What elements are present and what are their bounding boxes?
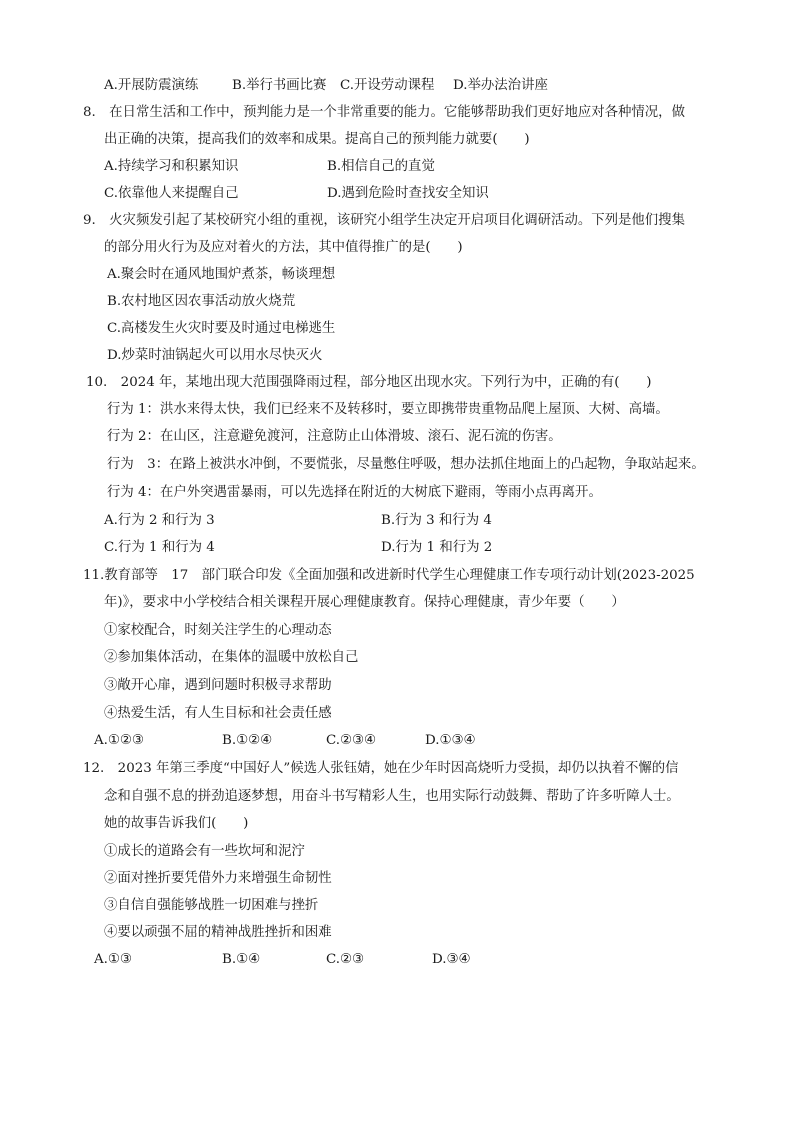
q8-stem-line-1: 8. 在日常生活和工作中，预判能力是一个非常重要的能力。它能够帮助我们更好地应对各种情况，做 (83, 105, 685, 120)
q8-option-a: A.持续学习和积累知识 (104, 159, 239, 174)
q9-option-a: A.聚会时在通风地围炉煮茶，畅谈理想 (107, 267, 336, 282)
q11-stem-line-2: 年)》，要求中小学校结合相关课程开展心理健康教育。保持心理健康，青少年要（ ） (104, 595, 625, 610)
q10-stem: 10. 2024 年，某地出现大范围强降雨过程，部分地区出现水灾。下列行为中，正确的有( ) (86, 375, 652, 390)
q10-option-a: A.行为 2 和行为 3 (104, 513, 215, 528)
q12-item-2: ②面对挫折要凭借外力来增强生命韧性 (104, 871, 332, 886)
q12-option-d: D.③④ (432, 952, 471, 967)
q11-item-3: ③敞开心扉，遇到问题时积极寻求帮助 (104, 678, 332, 693)
q12-stem-line-1: 12. 2023 年第三季度“中国好人”候选人张钰婧，她在少年时因高烧听力受损，却仍以执着不懈的信 (83, 761, 679, 776)
q12-option-c: C.②③ (326, 952, 365, 967)
q12-option-a: A.①③ (94, 952, 132, 967)
q9-option-c: C.高楼发生火灾时要及时通过电梯逃生 (107, 321, 336, 336)
q9-stem-line-2: 的部分用火行为及应对着火的方法，其中值得推广的是( ) (104, 240, 463, 255)
q9-option-d: D.炒菜时油锅起火可以用水尽快灭火 (107, 348, 323, 363)
q8-option-b: B.相信自己的直觉 (327, 159, 435, 174)
q8-option-d: D.遇到危险时查找安全知识 (327, 186, 489, 201)
q12-item-3: ③自信自强能够战胜一切困难与挫折 (104, 898, 319, 913)
q9-option-b: B.农村地区因农事活动放火烧荒 (107, 294, 296, 309)
q10-option-d: D.行为 1 和行为 2 (381, 540, 493, 555)
q7-option-b: B.举行书画比赛 (232, 78, 327, 93)
q12-stem-line-2: 念和自强不息的拼劲追逐梦想，用奋斗书写精彩人生，也用实际行动鼓舞、帮助了许多听障人士。 (104, 789, 680, 804)
q8-stem-line-2: 出正确的决策，提高我们的效率和成果。提高自己的预判能力就要( ) (104, 132, 530, 147)
q11-option-d: D.①③④ (425, 733, 476, 748)
q11-item-2: ②参加集体活动，在集体的温暖中放松自己 (104, 650, 359, 665)
q11-item-1: ①家校配合，时刻关注学生的心理动态 (104, 623, 332, 638)
q11-option-b: B.①②④ (222, 733, 273, 748)
q10-behavior-3: 行为 3：在路上被洪水冲倒，不要慌张，尽量憋住呼吸，想办法抓住地面上的凸起物，争取站起来。 (107, 457, 705, 472)
q9-stem-line-1: 9. 火灾频发引起了某校研究小组的重视，该研究小组学生决定开启项目化调研活动。下列是他们搜集 (83, 213, 685, 228)
q12-item-4: ④要以顽强不屈的精神战胜挫折和困难 (104, 925, 332, 940)
q11-option-c: C.②③④ (326, 733, 377, 748)
q11-option-a: A.①②③ (94, 733, 144, 748)
q11-item-4: ④热爱生活，有人生目标和社会责任感 (104, 706, 332, 721)
q7-option-c: C.开设劳动课程 (340, 78, 435, 93)
q7-option-a: A.开展防震演练 (104, 78, 199, 93)
q10-behavior-1: 行为 1：洪水来得太快，我们已经来不及转移时，要立即携带贵重物品爬上屋顶、大树、高墙。 (107, 402, 669, 417)
q7-option-d: D.举办法治讲座 (453, 78, 548, 93)
q8-option-c: C.依靠他人来提醒自己 (104, 186, 239, 201)
q10-behavior-4: 行为 4：在户外突遇雷暴雨，可以先选择在附近的大树底下避雨，等雨小点再离开。 (107, 485, 602, 500)
q10-behavior-2: 行为 2：在山区，注意避免渡河，注意防止山体滑坡、滚石、泥石流的伤害。 (107, 429, 562, 444)
q12-stem-line-3: 她的故事告诉我们( ) (104, 816, 249, 831)
q12-item-1: ①成长的道路会有一些坎坷和泥泞 (104, 844, 305, 859)
q10-option-c: C.行为 1 和行为 4 (104, 540, 215, 555)
q10-option-b: B.行为 3 和行为 4 (381, 513, 492, 528)
q12-option-b: B.①④ (222, 952, 261, 967)
q11-stem-line-1: 11.教育部等 17 部门联合印发《全面加强和改进新时代学生心理健康工作专项行动计划(2023-2025 (83, 568, 695, 583)
